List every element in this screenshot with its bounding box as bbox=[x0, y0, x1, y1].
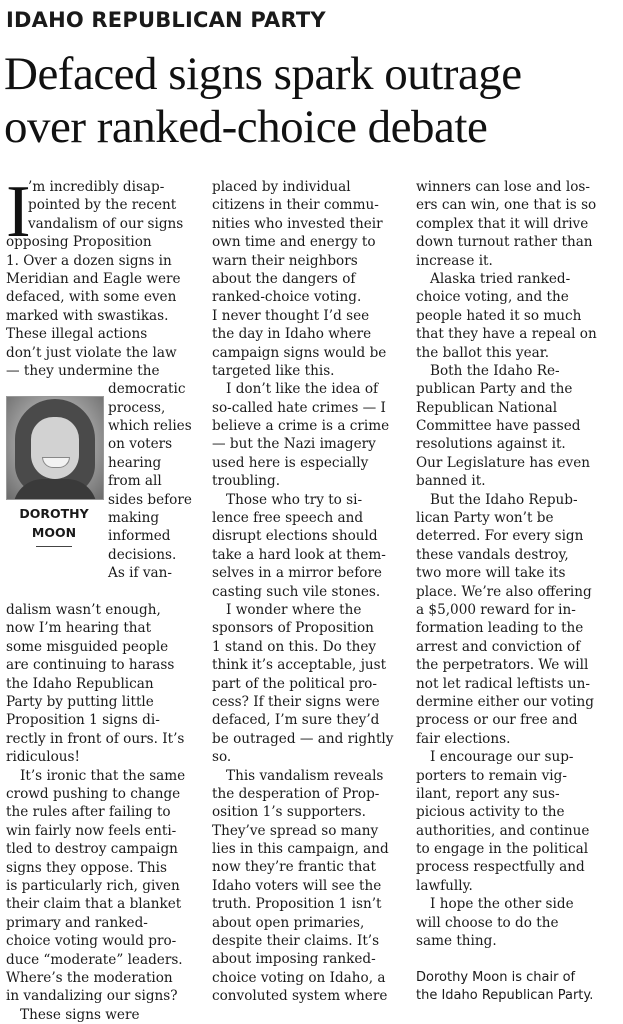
text-line: ’m incredibly disap- bbox=[28, 179, 165, 195]
text-line: ranked-choice voting. bbox=[212, 289, 362, 306]
text-line: decisions. bbox=[108, 546, 177, 563]
headline-line-1: Defaced signs spark outrage bbox=[4, 48, 522, 100]
text-line: formation leading to the bbox=[416, 620, 584, 637]
text-line: This vandalism reveals bbox=[226, 767, 384, 784]
text-line: I wonder where the bbox=[226, 601, 362, 618]
text-line: choice voting on Idaho, a bbox=[212, 969, 386, 986]
text-line: to engage in the political bbox=[416, 841, 589, 858]
text-line: despite their claims. It’s bbox=[212, 933, 380, 950]
text-line: part of the political pro- bbox=[212, 675, 377, 692]
author-photo-block bbox=[6, 380, 202, 601]
text-line: truth. Proposition 1 isn’t bbox=[212, 896, 382, 913]
text-line: that they have a repeal on bbox=[416, 326, 597, 343]
text-line: lican Party won’t be bbox=[416, 510, 554, 527]
text-line: — but the Nazi imagery bbox=[212, 436, 376, 453]
text-line: vandalism of our signs bbox=[28, 215, 184, 232]
text-line: a $5,000 reward for in- bbox=[416, 601, 576, 618]
column-3 bbox=[416, 178, 618, 1006]
text-line: used here is especially bbox=[212, 454, 369, 471]
text-line: warn their neighbors bbox=[212, 252, 358, 269]
text-line: citizens in their commu- bbox=[212, 197, 379, 214]
text-line: Meridian and Eagle were bbox=[6, 270, 181, 287]
text-line: ridiculous! bbox=[6, 749, 80, 766]
text-line: resolutions against it. bbox=[416, 436, 566, 453]
text-line: now I’m hearing that bbox=[6, 620, 152, 637]
text-line: convoluted system where bbox=[212, 988, 388, 1005]
text-line: selves in a mirror before bbox=[212, 565, 382, 582]
text-line: take a hard look at them- bbox=[212, 546, 386, 563]
text-line: nities who invested their bbox=[212, 215, 383, 232]
paragraph bbox=[212, 767, 408, 1006]
paragraph bbox=[416, 178, 618, 270]
text-line: I encourage our sup- bbox=[430, 749, 574, 766]
paragraph bbox=[416, 895, 618, 950]
text-line: now they’re frantic that bbox=[212, 859, 376, 876]
text-line: picious activity to the bbox=[416, 804, 565, 821]
text-line: increase it. bbox=[416, 252, 493, 269]
author-last-name: MOON bbox=[31, 525, 77, 541]
column-2 bbox=[212, 178, 408, 1006]
headline-line-2: over ranked-choice debate bbox=[4, 101, 488, 153]
text-line: But the Idaho Repub- bbox=[430, 491, 578, 508]
text-line: troubling. bbox=[212, 473, 281, 490]
text-line: pointed by the recent bbox=[28, 197, 177, 214]
text-line: — they undermine the bbox=[6, 362, 160, 379]
text-line: 1. Over a dozen signs in bbox=[6, 252, 172, 269]
text-line: so. bbox=[212, 749, 232, 766]
text-line: down turnout rather than bbox=[416, 234, 593, 251]
text-line: on voters bbox=[108, 436, 173, 453]
paragraph bbox=[6, 1006, 202, 1024]
column-1 bbox=[6, 171, 202, 1024]
text-line: about imposing ranked- bbox=[212, 951, 376, 968]
text-line: 1 stand on this. Do they bbox=[212, 638, 377, 655]
paragraph bbox=[6, 233, 202, 380]
text-line: I hope the other side bbox=[430, 896, 574, 913]
text-line: some misguided people bbox=[6, 638, 169, 655]
text-line: Dorothy Moon is chair of bbox=[416, 969, 576, 985]
text-line: the perpetrators. We will bbox=[416, 657, 589, 674]
text-line: is particularly rich, given bbox=[6, 877, 180, 894]
text-line: winners can lose and los- bbox=[416, 179, 590, 195]
text-line: about the dangers of bbox=[212, 270, 356, 287]
text-line: will choose to do the bbox=[416, 914, 559, 931]
text-line: casting such vile stones. bbox=[212, 583, 381, 600]
text-line: It’s ironic that the same bbox=[20, 767, 186, 784]
text-line: defaced, with some even bbox=[6, 289, 177, 306]
text-line: Both the Idaho Re- bbox=[430, 362, 560, 379]
text-line: dermine either our voting bbox=[416, 693, 594, 710]
text-line: the Idaho Republican Party. bbox=[416, 988, 594, 1004]
text-line: targeted like this. bbox=[212, 362, 335, 379]
text-line: As if van- bbox=[108, 565, 172, 582]
text-line: I never thought I’d see bbox=[212, 307, 370, 324]
text-line: rectly in front of ours. It’s bbox=[6, 730, 185, 747]
text-line: arrest and conviction of bbox=[416, 638, 581, 655]
text-line: the ballot this year. bbox=[416, 344, 550, 361]
text-line: not let radical leftists un- bbox=[416, 675, 591, 692]
text-line: authorities, and continue bbox=[416, 822, 590, 839]
text-line: own time and energy to bbox=[212, 234, 376, 251]
text-line: ilant, report any sus- bbox=[416, 785, 560, 802]
text-line: tled to destroy campaign bbox=[6, 841, 178, 858]
text-line: disrupt elections should bbox=[212, 528, 378, 545]
text-line: about open primaries, bbox=[212, 914, 365, 931]
text-line: complex that it will drive bbox=[416, 215, 589, 232]
text-line: Republican National bbox=[416, 399, 558, 416]
text-line: from all bbox=[108, 473, 162, 490]
text-line: defaced, I’m sure they’d bbox=[212, 712, 380, 729]
text-line: marked with swastikas. bbox=[6, 307, 169, 324]
paragraph bbox=[212, 491, 408, 601]
text-line: Proposition 1 signs di- bbox=[6, 712, 160, 729]
text-line: choice voting would pro- bbox=[6, 933, 177, 950]
kicker: IDAHO REPUBLICAN PARTY bbox=[6, 8, 326, 32]
paragraph bbox=[212, 601, 408, 767]
text-line: publican Party and the bbox=[416, 381, 573, 398]
text-line: porters to remain vig- bbox=[416, 767, 567, 784]
text-line: in vandalizing our signs? bbox=[6, 988, 178, 1005]
text-line: process, bbox=[108, 399, 166, 416]
paragraph bbox=[6, 601, 202, 767]
text-line: Committee have passed bbox=[416, 418, 581, 435]
paragraph bbox=[108, 380, 204, 582]
text-line: these vandals destroy, bbox=[416, 546, 569, 563]
text-line: Those who try to si- bbox=[226, 491, 363, 508]
paragraph bbox=[212, 178, 408, 380]
text-line: hearing bbox=[108, 454, 162, 471]
paragraph bbox=[416, 362, 618, 491]
text-line: democratic bbox=[108, 381, 186, 398]
text-line: They’ve spread so many bbox=[212, 822, 379, 839]
text-line: Alaska tried ranked- bbox=[430, 270, 571, 287]
text-line: don’t just violate the law bbox=[6, 344, 177, 361]
text-line: Our Legislature has even bbox=[416, 454, 591, 471]
text-line: which relies bbox=[108, 418, 192, 435]
text-line: cess? If their signs were bbox=[212, 693, 380, 710]
text-line: process or our free and bbox=[416, 712, 578, 729]
author-photo bbox=[6, 396, 104, 500]
headline bbox=[4, 48, 522, 154]
drop-cap: I bbox=[6, 171, 31, 253]
text-line: Idaho voters will see the bbox=[212, 877, 382, 894]
text-line: are continuing to harass bbox=[6, 657, 175, 674]
paragraph bbox=[416, 491, 618, 748]
text-line: primary and ranked- bbox=[6, 914, 148, 931]
text-line: osition 1’s supporters. bbox=[212, 804, 366, 821]
text-line: opposing Proposition bbox=[6, 234, 152, 251]
text-line: ers can win, one that is so bbox=[416, 197, 597, 214]
text-line: win fairly now feels enti- bbox=[6, 822, 177, 839]
text-line: two more will take its bbox=[416, 565, 566, 582]
text-line: placed by individual bbox=[212, 179, 351, 195]
paragraph bbox=[416, 270, 618, 362]
author-first-name: DOROTHY bbox=[19, 506, 89, 522]
text-line: so-called hate crimes — I bbox=[212, 399, 386, 416]
text-line: I don’t like the idea of bbox=[226, 381, 379, 398]
text-line: deterred. For every sign bbox=[416, 528, 584, 545]
text-line: crowd pushing to change bbox=[6, 786, 181, 802]
text-line: sponsors of Proposition bbox=[212, 620, 374, 637]
text-line: the day in Idaho where bbox=[212, 326, 372, 343]
text-line: process respectfully and bbox=[416, 859, 585, 876]
text-line: making bbox=[108, 510, 160, 527]
text-line: lawfully. bbox=[416, 877, 473, 894]
text-line: think it’s acceptable, just bbox=[212, 657, 387, 674]
text-line: Where’s the moderation bbox=[6, 969, 173, 986]
text-line: people hated it so much bbox=[416, 307, 582, 324]
author-tagline bbox=[416, 969, 618, 1006]
text-line: Party by putting little bbox=[6, 694, 154, 711]
paragraph bbox=[6, 178, 202, 233]
text-line: banned it. bbox=[416, 473, 486, 490]
text-line: the rules after failing to bbox=[6, 804, 171, 821]
text-line: These illegal actions bbox=[6, 326, 148, 343]
text-line: informed bbox=[108, 528, 171, 545]
text-line: choice voting, and the bbox=[416, 289, 569, 306]
text-line: fair elections. bbox=[416, 730, 511, 747]
text-line: the Idaho Republican bbox=[6, 675, 154, 692]
text-line: their claim that a blanket bbox=[6, 896, 182, 913]
text-line: lies in this campaign, and bbox=[212, 841, 389, 858]
paragraph bbox=[212, 380, 408, 490]
text-line: place. We’re also offering bbox=[416, 583, 592, 600]
text-line: be outraged — and rightly bbox=[212, 730, 394, 747]
text-line: campaign signs would be bbox=[212, 344, 387, 361]
text-line: These signs were bbox=[20, 1006, 140, 1023]
text-line: duce “moderate” leaders. bbox=[6, 951, 183, 968]
text-line: believe a crime is a crime bbox=[212, 418, 390, 435]
text-line: dalism wasn’t enough, bbox=[6, 602, 161, 619]
text-line: same thing. bbox=[416, 933, 497, 950]
text-line: the desperation of Prop- bbox=[212, 785, 380, 802]
text-line: lence free speech and bbox=[212, 510, 364, 527]
author-byline bbox=[6, 504, 102, 542]
paragraph bbox=[6, 767, 202, 1006]
text-line: signs they oppose. This bbox=[6, 859, 167, 876]
byline-rule bbox=[36, 546, 72, 547]
paragraph bbox=[416, 748, 618, 895]
text-line: sides before bbox=[108, 491, 192, 508]
